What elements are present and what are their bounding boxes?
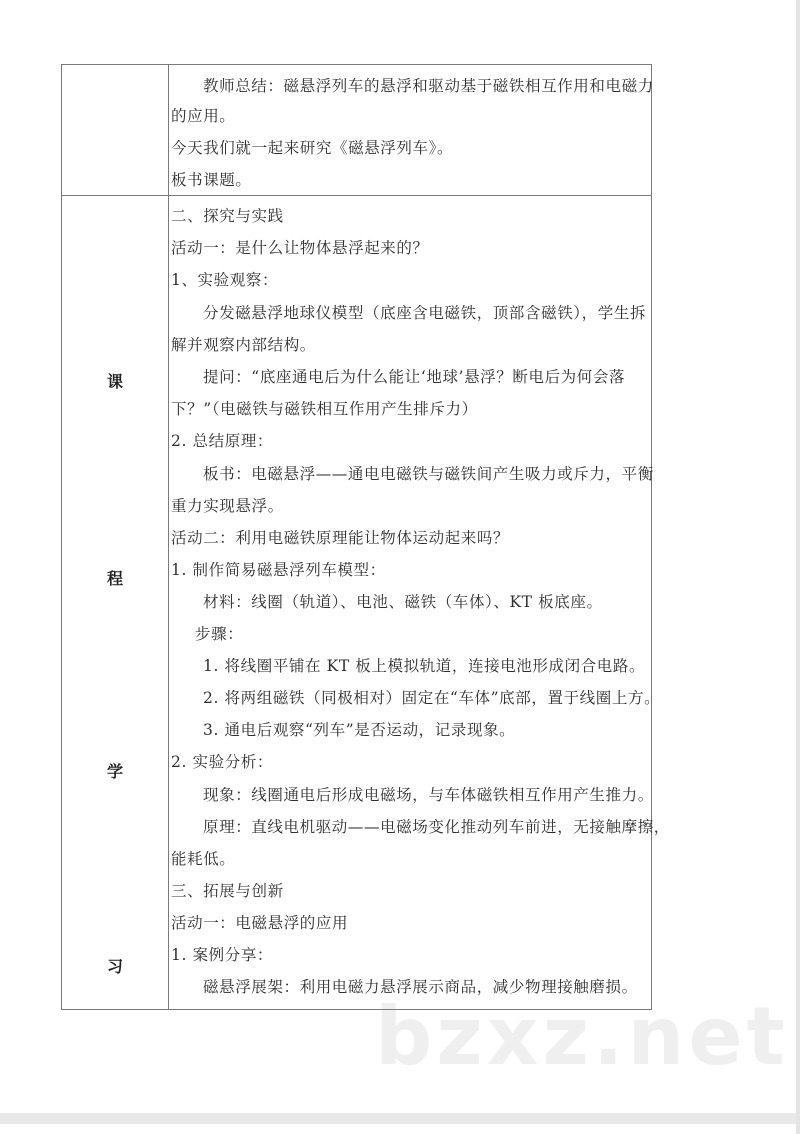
text-line: 分发磁悬浮地球仪模型（底座含电磁铁，顶部含磁铁），学生拆: [203, 304, 647, 322]
section-heading: 三、拓展与创新: [171, 882, 284, 900]
side-label-char: 程: [106, 569, 123, 588]
text-line: 板书：电磁悬浮——通电电磁铁与磁铁间产生吸力或斥力，平衡: [203, 465, 654, 483]
activity-heading: 活动二：利用电磁铁原理能让物体运动起来吗？: [171, 529, 510, 547]
text-line: 1、实验观察：: [171, 271, 279, 289]
step-line: 1. 将线圈平铺在 KT 板上模拟轨道，连接电池形成闭合电路。: [203, 657, 646, 675]
step-line: 3. 通电后观察“列车”是否运动，记录现象。: [203, 721, 516, 739]
text-line: 解并观察内部结构。: [171, 336, 316, 354]
viewer-background: [796, 0, 800, 1134]
text-line: 材料：线圈（轨道）、电池、磁铁（车体）、KT 板底座。: [203, 593, 603, 611]
next-page-edge: [0, 1124, 796, 1134]
text-line: 现象：线圈通电后形成电磁场，与车体磁铁相互作用产生推力。: [203, 786, 654, 804]
text-line: 步骤：: [195, 625, 244, 643]
text-line: 能耗低。: [171, 850, 236, 868]
content-cell-summary: [171, 65, 654, 195]
text-line: 今天我们就一起来研究《磁悬浮列车》。: [171, 139, 454, 157]
lesson-table: [61, 64, 670, 1010]
text-line: 原理：直线电机驱动——电磁场变化推动列车前进，无接触摩擦，: [203, 818, 670, 836]
side-label-char: 课: [106, 372, 123, 391]
table-row-course-learning: [62, 196, 670, 1010]
text-line: 重力实现悬浮。: [171, 497, 284, 515]
step-line: 2. 将两组磁铁（同极相对）固定在“车体”底部，置于线圈上方。: [203, 689, 661, 707]
content-cell-course-learning: [171, 196, 670, 1010]
column-divider: [168, 65, 169, 195]
section-heading: 二、探究与实践: [171, 207, 284, 225]
text-line: 2. 实验分析：: [171, 753, 274, 771]
label-cell-course-learning: [62, 196, 168, 1010]
text-line: 的应用。: [171, 107, 236, 125]
text-line: 下？”（电磁铁与磁铁相互作用产生排斥力）: [171, 400, 478, 418]
text-line: 磁悬浮展架：利用电磁力悬浮展示商品，减少物理接触磨损。: [203, 978, 638, 996]
text-line: 1. 制作简易磁悬浮列车模型：: [171, 561, 386, 579]
table-row-summary: [62, 65, 654, 196]
side-label-char: 学: [106, 762, 123, 781]
side-label-char: 习: [106, 957, 123, 976]
activity-heading: 活动一：电磁悬浮的应用: [171, 914, 349, 932]
column-divider: [168, 196, 169, 1010]
text-line: 板书课题。: [171, 171, 252, 189]
text-line: 1. 案例分享：: [171, 946, 274, 964]
text-line: 提问：“底座通电后为什么能让‘地球’悬浮？断电后为何会落: [203, 368, 626, 386]
watermark: bzxz.net: [375, 990, 789, 1083]
label-cell-empty: [62, 65, 168, 195]
text-line: 教师总结：磁悬浮列车的悬浮和驱动基于磁铁相互作用和电磁力: [203, 77, 654, 95]
text-line: 2. 总结原理：: [171, 432, 274, 450]
activity-heading: 活动一：是什么让物体悬浮起来的？: [171, 239, 429, 257]
